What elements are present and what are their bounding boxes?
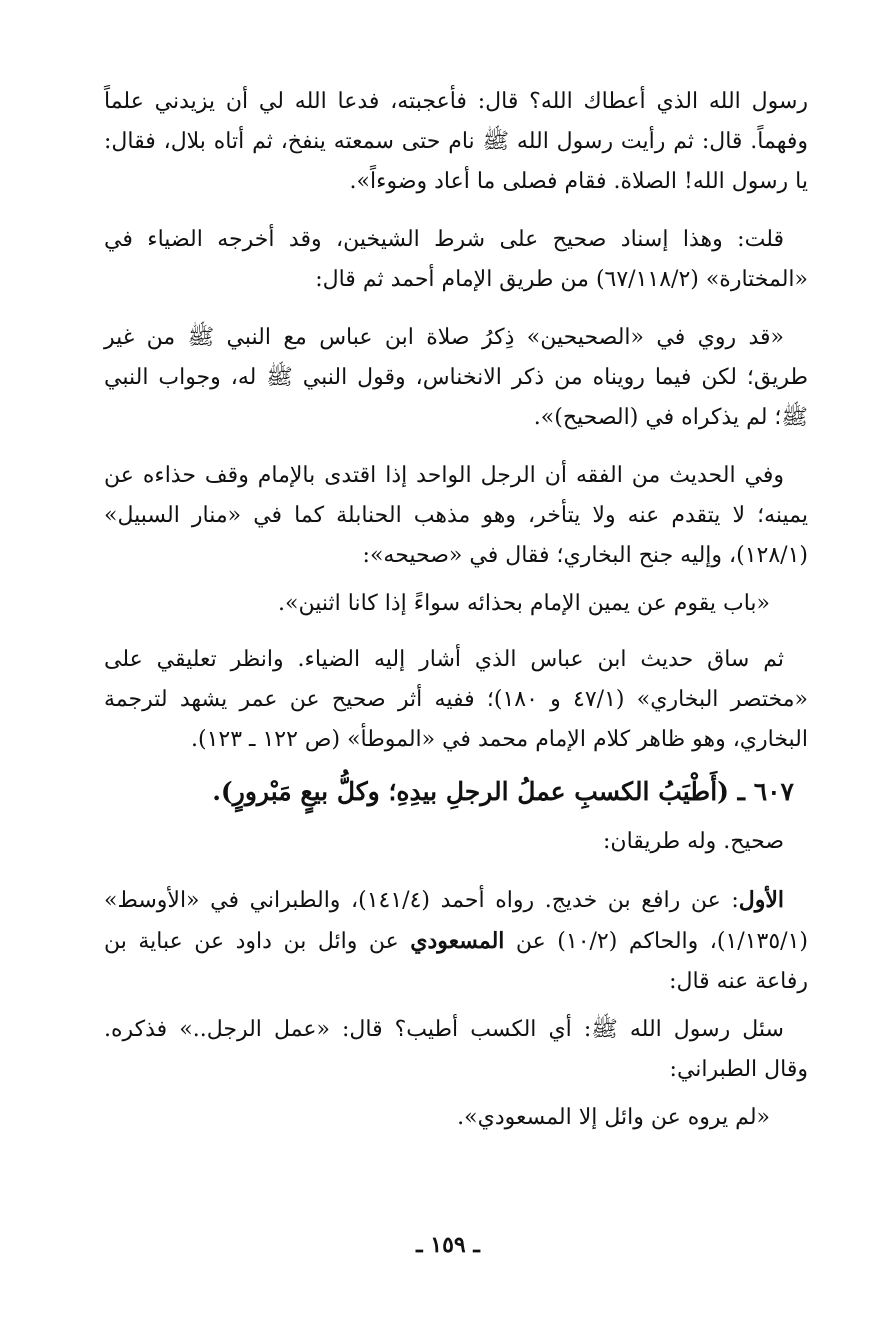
paragraph-bukhari-note: ثم ساق حديث ابن عباس الذي أشار إليه الضياء. وانظر تعليقي على «مختصر البخاري» (٤٧/١ و ١٨٠)؛ ففيه أثر صحيح عن عمر يشهد لترجمة البخاري، وهو ظاهر كلام الإمام محمد في «الموطأ» (ص ١٢٢ ـ ١٢٣). <box>104 647 808 752</box>
paragraph-question: سئل رسول الله ﷺ: أي الكسب أطيب؟ قال: «عمل الرجل..» فذكره. وقال الطبراني: <box>104 1017 808 1082</box>
tabarani-quote: «لم يروه عن وائل إلا المسعودي». <box>457 1105 770 1130</box>
paragraph-hadith-end: رسول الله الذي أعطاك الله؟ قال: فأعجبته، فدعا الله لي أن يزيدني علماً وفهماً. قال: ثم رأيت رسول الله ﷺ نام حتى سمعته ينفخ، ثم أتاه بلال، فقال: يا رسول الله! الصلاة. فقام فصلى ما أعاد وضوءاً». <box>104 89 808 194</box>
narrator-masudi: المسعودي <box>410 928 505 954</box>
first-route-text-b: عن وائل بن داود عن عباية بن رفاعة عنه قال: <box>104 929 808 994</box>
hadith-heading-607: ٦٠٧ ـ (أَطْيَبُ الكسبِ عملُ الرجلِ بيدِهِ؛ وكلُّ بيعٍ مَبْرورٍ). <box>212 777 794 806</box>
paragraph-first-route <box>104 880 808 1002</box>
first-route-text-a: : عن رافع بن خديج. رواه أحمد (١٤١/٤)، والطبراني في «الأوسط» (١/١٣٥/١)، والحاكم (١٠/٢) عن <box>104 888 808 954</box>
first-route-label: الأول <box>738 887 785 913</box>
paragraph-diya-quote: «قد روي في «الصحيحين» ذِكرُ صلاة ابن عباس مع النبي ﷺ من غير طريق؛ لكن فيما رويناه من ذكر الانخناس، وقول النبي ﷺ له، وجواب النبي ﷺ؛ لم يذكراه في (الصحيح)». <box>104 325 808 430</box>
page-number: ـ ١٥٩ ـ <box>416 1232 480 1258</box>
bukhari-chapter-quote: «باب يقوم عن يمين الإمام بحذائه سواءً إذا كانا اثنين». <box>278 591 770 616</box>
paragraph-grading: صحيح. وله طريقان: <box>603 829 784 854</box>
page-body <box>104 82 808 1154</box>
paragraph-isnad-note: قلت: وهذا إسناد صحيح على شرط الشيخين، وقد أخرجه الضياء في «المختارة» (٦٧/١١٨/٢) من طريق الإمام أحمد ثم قال: <box>104 227 808 292</box>
paragraph-fiqh: وفي الحديث من الفقه أن الرجل الواحد إذا اقتدى بالإمام وقف حذاءه عن يمينه؛ لا يتقدم عنه ولا يتأخر، وهو مذهب الحنابلة كما في «منار السبيل» (١٢٨/١)، وإليه جنح البخاري؛ فقال في «صحيحه»: <box>104 463 808 568</box>
